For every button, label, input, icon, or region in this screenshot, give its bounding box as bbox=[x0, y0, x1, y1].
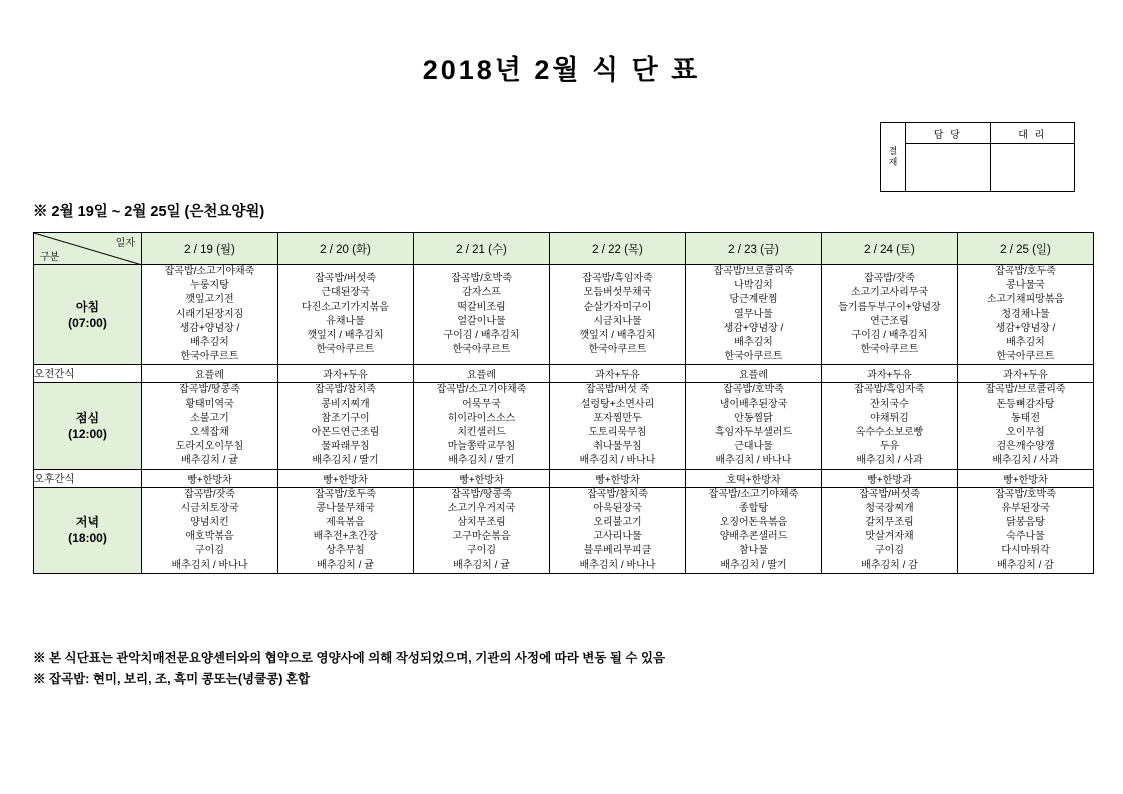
date-range-subtitle: ※ 2월 19일 ~ 2월 25일 (은천요양원) bbox=[33, 204, 265, 220]
snack-cell-morning-6: 과자+두유 bbox=[958, 365, 1094, 383]
footnotes bbox=[33, 648, 665, 690]
snack-cell-afternoon-6: 빵+한방차 bbox=[958, 469, 1094, 487]
approval-signature-manager bbox=[906, 144, 990, 191]
snack-cell-afternoon-5: 빵+한방과 bbox=[822, 469, 958, 487]
snack-cell-afternoon-0: 빵+한방차 bbox=[142, 469, 278, 487]
snack-cell-afternoon-2: 빵+한방차 bbox=[414, 469, 550, 487]
day-header-4: 2 / 23 (금) bbox=[686, 233, 822, 265]
row-label-breakfast-name: 아침 bbox=[75, 299, 100, 314]
meal-cell-lunch-6: 잡곡밥/브로콜리죽 돈등뼈감자탕 동태전 오이무침 검은깨수양갱 배추김치 / 사과 bbox=[958, 383, 1094, 469]
row-label-lunch-time: (12:00) bbox=[68, 427, 107, 442]
meal-cell-breakfast-2: 잡곡밥/호박죽 감자스프 떡갈비조림 얼갈이나물 구이김 / 배추김치 한국아쿠르트 bbox=[414, 265, 550, 365]
snack-cell-morning-1: 과자+두유 bbox=[278, 365, 414, 383]
meal-cell-dinner-0: 잡곡밥/잣죽 시금치토장국 양념치킨 애호박볶음 구이김 배추김치 / 바나나 bbox=[142, 487, 278, 573]
meal-cell-lunch-4: 잡곡밥/호박죽 냉이배추된장국 안동찜닭 흑임자두부샐러드 근대나물 배추김치 / 바나나 bbox=[686, 383, 822, 469]
day-header-2: 2 / 21 (수) bbox=[414, 233, 550, 265]
row-label-dinner bbox=[34, 487, 142, 573]
table-corner-header bbox=[34, 233, 142, 265]
table-header-row bbox=[34, 233, 1094, 265]
approval-vertical-char-1: 결 bbox=[888, 146, 898, 156]
meal-cell-breakfast-6: 잡곡밥/호두죽 콩나물국 소고기채피망볶음 청경채나물 생감+양념장 / 배추김치 한국아쿠르트 bbox=[958, 265, 1094, 365]
snack-cell-morning-5: 과자+두유 bbox=[822, 365, 958, 383]
page-title: 2018년 2월 식 단 표 bbox=[422, 55, 701, 85]
meal-cell-breakfast-3: 잡곡밥/흑임자죽 모듬버섯무채국 순살가자미구이 시금치나물 깻잎지 / 배추김치 한국아쿠르트 bbox=[550, 265, 686, 365]
menu-table bbox=[33, 232, 1094, 574]
meal-cell-dinner-1: 잡곡밥/호두죽 콩나물무채국 제육볶음 배추전+초간장 상추무침 배추김치 / 귤 bbox=[278, 487, 414, 573]
snack-cell-morning-4: 요플레 bbox=[686, 365, 822, 383]
snack-cell-afternoon-1: 빵+한방차 bbox=[278, 469, 414, 487]
footnote-2: ※ 잡곡밥: 현미, 보리, 조, 흑미 콩또는(녕쿨콩) 혼합 bbox=[33, 672, 311, 686]
day-header-5: 2 / 24 (토) bbox=[822, 233, 958, 265]
table-row-lunch bbox=[34, 383, 1094, 469]
day-header-6: 2 / 25 (일) bbox=[958, 233, 1094, 265]
meal-cell-breakfast-0: 잡곡밥/소고기야채죽 누룽지탕 깻잎고기전 시래기된장지짐 생감+양념장 / 배추김치 한국아쿠르트 bbox=[142, 265, 278, 365]
approval-columns bbox=[906, 123, 1074, 191]
approval-stamp-box bbox=[880, 122, 1075, 192]
row-label-lunch bbox=[34, 383, 142, 469]
meal-cell-dinner-2: 잡곡밥/땅콩죽 소고기우거지국 삼치무조림 고구마순볶음 구이김 배추김치 / 귤 bbox=[414, 487, 550, 573]
meal-cell-lunch-1: 잡곡밥/참치죽 콩비지찌개 참조기구이 아몬드연근조림 물파래무침 배추김치 / 딸기 bbox=[278, 383, 414, 469]
row-label-breakfast-time: (07:00) bbox=[68, 315, 107, 330]
meal-cell-dinner-6: 잡곡밥/호박죽 유부된장국 닭봉음탕 숙주나물 다시마튀각 배추김치 / 감 bbox=[958, 487, 1094, 573]
row-label-dinner-time: (18:00) bbox=[68, 531, 107, 546]
meal-cell-lunch-0: 잡곡밥/땅콩죽 황태미역국 소불고기 오색잡채 도라지오이무침 배추김치 / 귤 bbox=[142, 383, 278, 469]
approval-column-deputy bbox=[990, 123, 1075, 191]
meal-cell-breakfast-1: 잡곡밥/버섯죽 근대된장국 다진소고기가지볶음 유채나물 깻잎지 / 배추김치 한국아쿠르트 bbox=[278, 265, 414, 365]
meal-cell-dinner-4: 잡곡밥/소고기야채죽 종합탕 오징어돈육볶음 양배추콘샐러드 참나물 배추김치 / 딸기 bbox=[686, 487, 822, 573]
meal-cell-breakfast-4: 잡곡밥/브로콜리죽 나박김치 당근계란찜 열무나물 생감+양념장 / 배추김치 한국아쿠르트 bbox=[686, 265, 822, 365]
approval-column-manager bbox=[906, 123, 990, 191]
approval-header-manager: 담 당 bbox=[906, 123, 990, 144]
table-row-afternoon-snack bbox=[34, 469, 1094, 487]
approval-header-deputy: 대 리 bbox=[991, 123, 1075, 144]
meal-cell-lunch-5: 잡곡밥/흑임자죽 잔치국수 야채튀김 옥수수소보로빵 두유 배추김치 / 사과 bbox=[822, 383, 958, 469]
snack-cell-morning-3: 과자+두유 bbox=[550, 365, 686, 383]
meal-cell-lunch-3: 잡곡밥/버섯 죽 설렁탕+소면사리 포자찜만두 도토리묵무침 취나물무침 배추김치 / 바나나 bbox=[550, 383, 686, 469]
snack-cell-morning-2: 요플레 bbox=[414, 365, 550, 383]
table-row-dinner bbox=[34, 487, 1094, 573]
footnote-1: ※ 본 식단표는 관악치매전문요양센터와의 협약으로 영양사에 의해 작성되었으며, 기관의 사정에 따라 변동 될 수 있음 bbox=[33, 651, 666, 665]
corner-date-label: 일자 bbox=[115, 238, 135, 249]
snack-cell-morning-0: 요플레 bbox=[142, 365, 278, 383]
row-label-dinner-name: 저녁 bbox=[75, 515, 100, 530]
snack-cell-afternoon-4: 호떡+한방차 bbox=[686, 469, 822, 487]
table-row-breakfast bbox=[34, 265, 1094, 365]
table-row-morning-snack bbox=[34, 365, 1094, 383]
meal-cell-lunch-2: 잡곡밥/소고기야채죽 어묵무국 히이라이스소스 치킨샐러드 마늘쫑락교무침 배추김치 / 딸기 bbox=[414, 383, 550, 469]
day-header-3: 2 / 22 (목) bbox=[550, 233, 686, 265]
approval-vertical-char-2: 재 bbox=[888, 157, 898, 167]
approval-vertical-label bbox=[881, 123, 906, 191]
approval-signature-deputy bbox=[991, 144, 1075, 191]
row-label-lunch-name: 점심 bbox=[75, 411, 100, 426]
day-header-1: 2 / 20 (화) bbox=[278, 233, 414, 265]
row-label-breakfast bbox=[34, 265, 142, 365]
meal-cell-dinner-3: 잡곡밥/참치죽 아욱된장국 오리불고기 고사리나물 블루베리무피클 배추김치 / 바나나 bbox=[550, 487, 686, 573]
snack-cell-afternoon-3: 빵+한방차 bbox=[550, 469, 686, 487]
corner-division-label: 구분 bbox=[40, 252, 60, 263]
meal-cell-dinner-5: 잡곡밥/버섯죽 청국장찌개 갈치무조림 맛살겨자채 구이김 배추김치 / 감 bbox=[822, 487, 958, 573]
day-header-0: 2 / 19 (월) bbox=[142, 233, 278, 265]
row-label-morning-snack: 오전간식 bbox=[34, 365, 142, 383]
row-label-afternoon-snack: 오후간식 bbox=[34, 469, 142, 487]
meal-cell-breakfast-5: 잡곡밥/잣죽 소고기고사리무국 들기름두부구이+양념장 연근조림 구이김 / 배추김치 한국아쿠르트 bbox=[822, 265, 958, 365]
